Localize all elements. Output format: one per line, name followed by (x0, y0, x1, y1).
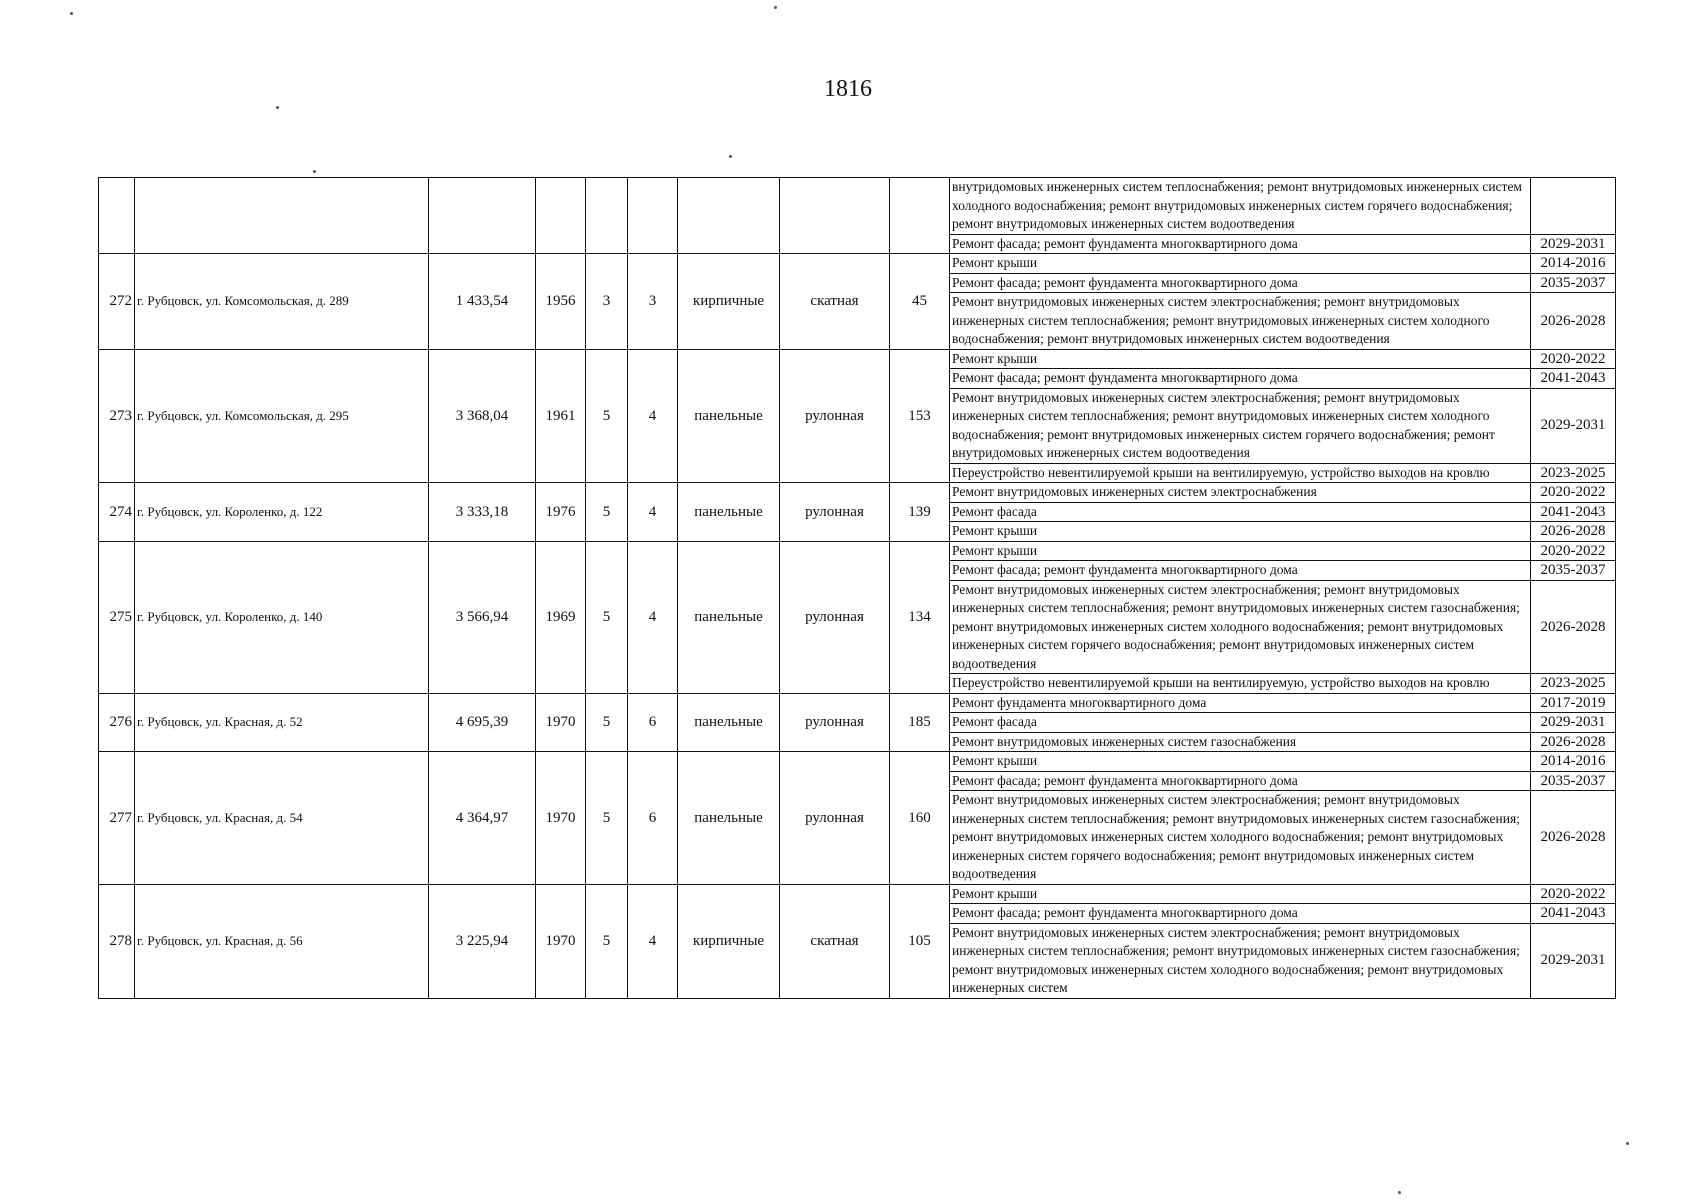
house-entrances: 4 (628, 541, 678, 693)
house-address: г. Рубцовск, ул. Короленко, д. 140 (135, 541, 429, 693)
house-address: г. Рубцовск, ул. Красная, д. 56 (135, 884, 429, 998)
work-period: 2020-2022 (1531, 483, 1616, 503)
work-period: 2026-2028 (1531, 732, 1616, 752)
work-description: Ремонт крыши (950, 522, 1531, 542)
house-residents (890, 178, 950, 254)
house-entrances: 6 (628, 752, 678, 885)
house-walls: панельные (678, 483, 780, 542)
house-floors: 5 (586, 349, 628, 483)
house-floors (586, 178, 628, 254)
house-year: 1961 (536, 349, 586, 483)
house-walls: панельные (678, 541, 780, 693)
house-walls: панельные (678, 752, 780, 885)
work-description: Ремонт крыши (950, 752, 1531, 772)
house-floors: 5 (586, 483, 628, 542)
table-row (99, 541, 1616, 561)
work-period: 2029-2031 (1531, 713, 1616, 733)
table-row (99, 254, 1616, 274)
work-period: 2023-2025 (1531, 674, 1616, 694)
work-period: 2041-2043 (1531, 904, 1616, 924)
work-description: Ремонт крыши (950, 349, 1531, 369)
house-roof: скатная (780, 884, 890, 998)
house-year: 1970 (536, 693, 586, 752)
house-residents: 105 (890, 884, 950, 998)
house-residents: 45 (890, 254, 950, 350)
house-area: 3 368,04 (429, 349, 536, 483)
page-number: 1816 (824, 76, 872, 102)
work-description: Ремонт внутридомовых инженерных систем электроснабжения (950, 483, 1531, 503)
work-description: Ремонт фасада; ремонт фундамента многоквартирного дома (950, 904, 1531, 924)
house-floors: 5 (586, 693, 628, 752)
house-roof: рулонная (780, 752, 890, 885)
house-roof: рулонная (780, 349, 890, 483)
work-period: 2035-2037 (1531, 771, 1616, 791)
house-entrances (628, 178, 678, 254)
work-period: 2026-2028 (1531, 293, 1616, 350)
scan-speck (1626, 1142, 1629, 1145)
work-description: Ремонт внутридомовых инженерных систем электроснабжения; ремонт внутридомовых инженерных систем теплоснабжения; ремонт внутридомовых инженерных систем холодного водоснабжения; ремонт внутридомовых инженерных систем горячего водоснабжения; ремонт внутридомовых инженерных систем водоотведения (950, 388, 1531, 463)
table-row (99, 693, 1616, 713)
house-area: 3 225,94 (429, 884, 536, 998)
work-description: Ремонт внутридомовых инженерных систем электроснабжения; ремонт внутридомовых инженерных систем теплоснабжения; ремонт внутридомовых инженерных систем холодного водоснабжения; ремонт внутридомовых инженерных систем водоотведения (950, 293, 1531, 350)
work-description: Переустройство невентилируемой крыши на вентилируемую, устройство выходов на кровлю (950, 674, 1531, 694)
house-floors: 5 (586, 541, 628, 693)
house-roof: рулонная (780, 693, 890, 752)
work-period: 2035-2037 (1531, 273, 1616, 293)
table-row (99, 752, 1616, 772)
work-description: Ремонт фасада (950, 713, 1531, 733)
work-period: 2023-2025 (1531, 463, 1616, 483)
house-number: 276 (99, 693, 135, 752)
work-description: Ремонт фасада; ремонт фундамента многоквартирного дома (950, 561, 1531, 581)
table-row (99, 483, 1616, 503)
table-body (99, 178, 1616, 999)
table-row (99, 178, 1616, 235)
work-period: 2020-2022 (1531, 541, 1616, 561)
house-address: г. Рубцовск, ул. Красная, д. 52 (135, 693, 429, 752)
work-description: Ремонт фасада; ремонт фундамента многоквартирного дома (950, 234, 1531, 254)
house-roof: рулонная (780, 483, 890, 542)
work-description: внутридомовых инженерных систем теплоснабжения; ремонт внутридомовых инженерных систем холодного водоснабжения; ремонт внутридомовых инженерных систем горячего водоснабжения; ремонт внутридомовых инженерных систем водоотведения (950, 178, 1531, 235)
work-period: 2029-2031 (1531, 388, 1616, 463)
work-description: Ремонт фасада (950, 502, 1531, 522)
house-walls: кирпичные (678, 254, 780, 350)
work-description: Ремонт внутридомовых инженерных систем электроснабжения; ремонт внутридомовых инженерных систем теплоснабжения; ремонт внутридомовых инженерных систем газоснабжения; ремонт внутридомовых инженерных систем холодного водоснабжения; ремонт внутридомовых инженерных систем горячего водоснабжения; ремонт внутридомовых инженерных систем водоотведения (950, 580, 1531, 674)
house-number (99, 178, 135, 254)
house-year: 1956 (536, 254, 586, 350)
scan-speck (276, 106, 279, 109)
scan-speck (70, 12, 73, 15)
house-residents: 185 (890, 693, 950, 752)
house-address: г. Рубцовск, ул. Комсомольская, д. 295 (135, 349, 429, 483)
work-description: Ремонт внутридомовых инженерных систем электроснабжения; ремонт внутридомовых инженерных систем теплоснабжения; ремонт внутридомовых инженерных систем газоснабжения; ремонт внутридомовых инженерных систем холодного водоснабжения; ремонт внутридомовых инженерных систем (950, 923, 1531, 998)
house-residents: 139 (890, 483, 950, 542)
house-year: 1970 (536, 752, 586, 885)
housing-repair-table (98, 177, 1616, 999)
house-floors: 3 (586, 254, 628, 350)
house-entrances: 6 (628, 693, 678, 752)
house-area: 4 364,97 (429, 752, 536, 885)
work-period: 2029-2031 (1531, 923, 1616, 998)
house-area: 4 695,39 (429, 693, 536, 752)
house-floors: 5 (586, 884, 628, 998)
house-walls: панельные (678, 349, 780, 483)
house-year: 1969 (536, 541, 586, 693)
work-period: 2014-2016 (1531, 752, 1616, 772)
house-residents: 153 (890, 349, 950, 483)
house-area (429, 178, 536, 254)
work-period: 2020-2022 (1531, 349, 1616, 369)
house-address: г. Рубцовск, ул. Красная, д. 54 (135, 752, 429, 885)
house-entrances: 4 (628, 349, 678, 483)
work-description: Ремонт фасада; ремонт фундамента многоквартирного дома (950, 273, 1531, 293)
work-description: Ремонт внутридомовых инженерных систем газоснабжения (950, 732, 1531, 752)
house-number: 275 (99, 541, 135, 693)
house-area: 3 333,18 (429, 483, 536, 542)
house-address (135, 178, 429, 254)
scan-speck (1398, 1191, 1401, 1194)
work-period: 2026-2028 (1531, 522, 1616, 542)
house-address: г. Рубцовск, ул. Комсомольская, д. 289 (135, 254, 429, 350)
work-description: Переустройство невентилируемой крыши на вентилируемую, устройство выходов на кровлю (950, 463, 1531, 483)
table-row (99, 884, 1616, 904)
scan-speck (729, 155, 732, 158)
house-area: 1 433,54 (429, 254, 536, 350)
work-description: Ремонт крыши (950, 254, 1531, 274)
work-period (1531, 178, 1616, 235)
work-period: 2026-2028 (1531, 580, 1616, 674)
scan-speck (774, 6, 777, 9)
house-roof: рулонная (780, 541, 890, 693)
house-entrances: 3 (628, 254, 678, 350)
work-description: Ремонт внутридомовых инженерных систем электроснабжения; ремонт внутридомовых инженерных систем теплоснабжения; ремонт внутридомовых инженерных систем газоснабжения; ремонт внутридомовых инженерных систем холодного водоснабжения; ремонт внутридомовых инженерных систем горячего водоснабжения; ремонт внутридомовых инженерных систем водоотведения (950, 791, 1531, 885)
work-period: 2014-2016 (1531, 254, 1616, 274)
work-description: Ремонт фасада; ремонт фундамента многоквартирного дома (950, 369, 1531, 389)
house-number: 274 (99, 483, 135, 542)
house-residents: 160 (890, 752, 950, 885)
house-number: 278 (99, 884, 135, 998)
work-period: 2020-2022 (1531, 884, 1616, 904)
work-period: 2026-2028 (1531, 791, 1616, 885)
house-year (536, 178, 586, 254)
house-residents: 134 (890, 541, 950, 693)
house-entrances: 4 (628, 884, 678, 998)
work-description: Ремонт фасада; ремонт фундамента многоквартирного дома (950, 771, 1531, 791)
house-year: 1976 (536, 483, 586, 542)
house-floors: 5 (586, 752, 628, 885)
table-row (99, 349, 1616, 369)
house-walls: панельные (678, 693, 780, 752)
scan-speck (313, 170, 316, 173)
house-roof (780, 178, 890, 254)
house-entrances: 4 (628, 483, 678, 542)
house-roof: скатная (780, 254, 890, 350)
house-number: 277 (99, 752, 135, 885)
house-year: 1970 (536, 884, 586, 998)
work-period: 2041-2043 (1531, 369, 1616, 389)
house-number: 272 (99, 254, 135, 350)
house-number: 273 (99, 349, 135, 483)
work-period: 2029-2031 (1531, 234, 1616, 254)
house-address: г. Рубцовск, ул. Короленко, д. 122 (135, 483, 429, 542)
work-period: 2035-2037 (1531, 561, 1616, 581)
work-description: Ремонт фундамента многоквартирного дома (950, 693, 1531, 713)
house-area: 3 566,94 (429, 541, 536, 693)
work-period: 2017-2019 (1531, 693, 1616, 713)
work-period: 2041-2043 (1531, 502, 1616, 522)
work-description: Ремонт крыши (950, 884, 1531, 904)
work-description: Ремонт крыши (950, 541, 1531, 561)
house-walls (678, 178, 780, 254)
house-walls: кирпичные (678, 884, 780, 998)
